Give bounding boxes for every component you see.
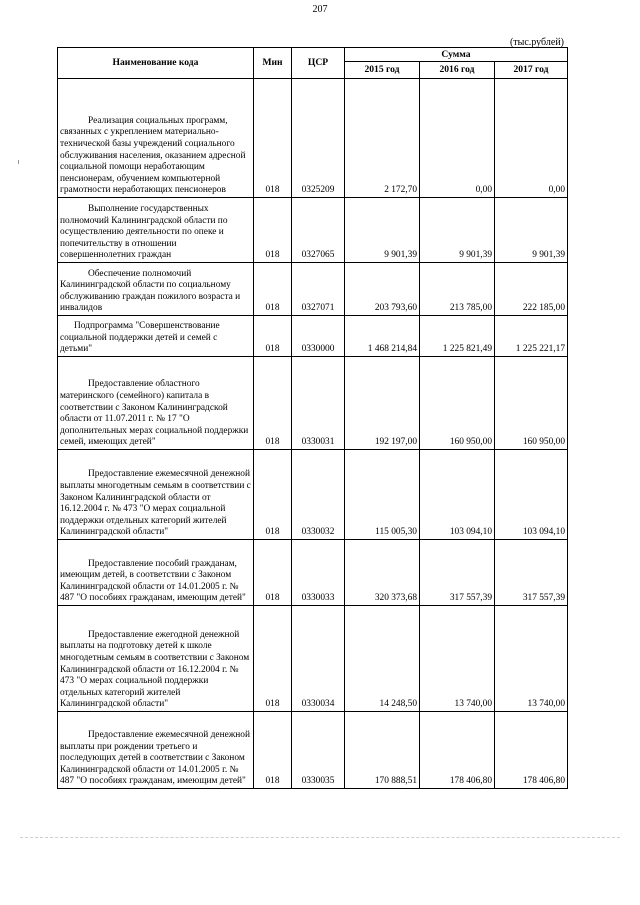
row-name: Реализация социальных программ, связанных с укреплением материально-технической базы учреждений социального обслуживания населения, оказанием адресной социальной помощи неработающим пенсионерам, обучением компьютерной грамотности неработающих пенсионеров bbox=[58, 79, 254, 198]
table-row bbox=[58, 712, 568, 789]
row-2016: 13 740,00 bbox=[420, 606, 495, 712]
header-2017: 2017 год bbox=[495, 62, 568, 79]
row-2017: 317 557,39 bbox=[495, 540, 568, 606]
header-sum: Сумма bbox=[345, 48, 568, 62]
row-2017: 178 406,80 bbox=[495, 712, 568, 789]
row-min: 018 bbox=[254, 357, 292, 450]
row-min: 018 bbox=[254, 450, 292, 540]
units-label: (тыс.рублей) bbox=[509, 37, 564, 48]
row-min: 018 bbox=[254, 316, 292, 357]
row-2015: 170 888,51 bbox=[345, 712, 420, 789]
row-csr: 0327071 bbox=[292, 263, 345, 316]
row-min: 018 bbox=[254, 263, 292, 316]
row-2016: 103 094,10 bbox=[420, 450, 495, 540]
row-2016: 9 901,39 bbox=[420, 198, 495, 263]
scan-artifact-line bbox=[20, 837, 620, 839]
row-2015: 115 005,30 bbox=[345, 450, 420, 540]
row-csr: 0330035 bbox=[292, 712, 345, 789]
row-2017: 13 740,00 bbox=[495, 606, 568, 712]
row-2017: 160 950,00 bbox=[495, 357, 568, 450]
row-2017: 9 901,39 bbox=[495, 198, 568, 263]
row-min: 018 bbox=[254, 79, 292, 198]
row-2016: 1 225 821,49 bbox=[420, 316, 495, 357]
page-number: 207 bbox=[312, 4, 328, 15]
scan-artifact-mark bbox=[18, 160, 19, 164]
table-row bbox=[58, 316, 568, 357]
row-name: Предоставление ежемесячной денежной выплаты при рождении третьего и последующих детей в соответствии с Законом Калининградской области от 14.01.2005 г. № 487 "О пособиях гражданам, имеющим детей" bbox=[58, 712, 254, 789]
table-row bbox=[58, 198, 568, 263]
row-2016: 178 406,80 bbox=[420, 712, 495, 789]
header-csr: ЦСР bbox=[292, 48, 345, 79]
table-row bbox=[58, 357, 568, 450]
row-2015: 9 901,39 bbox=[345, 198, 420, 263]
row-name: Выполнение государственных полномочий Калининградской области по осуществлению деятельности по опеке и попечительству в отношении совершеннолетних граждан bbox=[58, 198, 254, 263]
row-name: Предоставление ежегодной денежной выплаты на подготовку детей к школе многодетным семьям в соответствии с Законом Калининградской области от 16.12.2004 г. № 473 "О мерах социальной поддержки отдельных категорий жителей Калининградской области" bbox=[58, 606, 254, 712]
row-min: 018 bbox=[254, 540, 292, 606]
row-2015: 192 197,00 bbox=[345, 357, 420, 450]
header-2016: 2016 год bbox=[420, 62, 495, 79]
row-2015: 1 468 214,84 bbox=[345, 316, 420, 357]
row-csr: 0330033 bbox=[292, 540, 345, 606]
row-csr: 0330034 bbox=[292, 606, 345, 712]
row-2015: 320 373,68 bbox=[345, 540, 420, 606]
row-name: Предоставление пособий гражданам, имеющим детей, в соответствии с Законом Калининградской области от 14.01.2005 г. № 487 "О пособиях гражданам, имеющим детей" bbox=[58, 540, 254, 606]
row-2016: 213 785,00 bbox=[420, 263, 495, 316]
table-row bbox=[58, 263, 568, 316]
row-name: Подпрограмма "Совершенствование социальной поддержки детей и семей с детьми" bbox=[58, 316, 254, 357]
row-name: Обеспечение полномочий Калининградской области по социальному обслуживанию граждан пожилого возраста и инвалидов bbox=[58, 263, 254, 316]
row-2017: 103 094,10 bbox=[495, 450, 568, 540]
row-csr: 0330031 bbox=[292, 357, 345, 450]
row-2015: 2 172,70 bbox=[345, 79, 420, 198]
row-2016: 0,00 bbox=[420, 79, 495, 198]
table-row bbox=[58, 79, 568, 198]
row-2015: 203 793,60 bbox=[345, 263, 420, 316]
header-2015: 2015 год bbox=[345, 62, 420, 79]
row-csr: 0327065 bbox=[292, 198, 345, 263]
row-2017: 0,00 bbox=[495, 79, 568, 198]
table-row bbox=[58, 606, 568, 712]
row-2015: 14 248,50 bbox=[345, 606, 420, 712]
budget-table bbox=[57, 47, 568, 789]
header-min: Мин bbox=[254, 48, 292, 79]
row-name: Предоставление ежемесячной денежной выплаты многодетным семьям в соответствии с Законом Калининградской области от 16.12.2004 г. № 473 "О мерах социальной поддержки отдельных категорий жителей Калининградской области" bbox=[58, 450, 254, 540]
row-min: 018 bbox=[254, 712, 292, 789]
row-2017: 1 225 221,17 bbox=[495, 316, 568, 357]
row-csr: 0325209 bbox=[292, 79, 345, 198]
row-min: 018 bbox=[254, 606, 292, 712]
row-csr: 0330000 bbox=[292, 316, 345, 357]
table-row bbox=[58, 450, 568, 540]
row-2017: 222 185,00 bbox=[495, 263, 568, 316]
table-row bbox=[58, 540, 568, 606]
row-min: 018 bbox=[254, 198, 292, 263]
row-2016: 317 557,39 bbox=[420, 540, 495, 606]
header-name: Наименование кода bbox=[58, 48, 254, 79]
row-2016: 160 950,00 bbox=[420, 357, 495, 450]
row-name: Предоставление областного материнского (семейного) капитала в соответствии с Законом Калининградской области от 11.07.2011 г. № 17 "О дополнительных мерах социальной поддержки семей, имеющих детей" bbox=[58, 357, 254, 450]
row-csr: 0330032 bbox=[292, 450, 345, 540]
